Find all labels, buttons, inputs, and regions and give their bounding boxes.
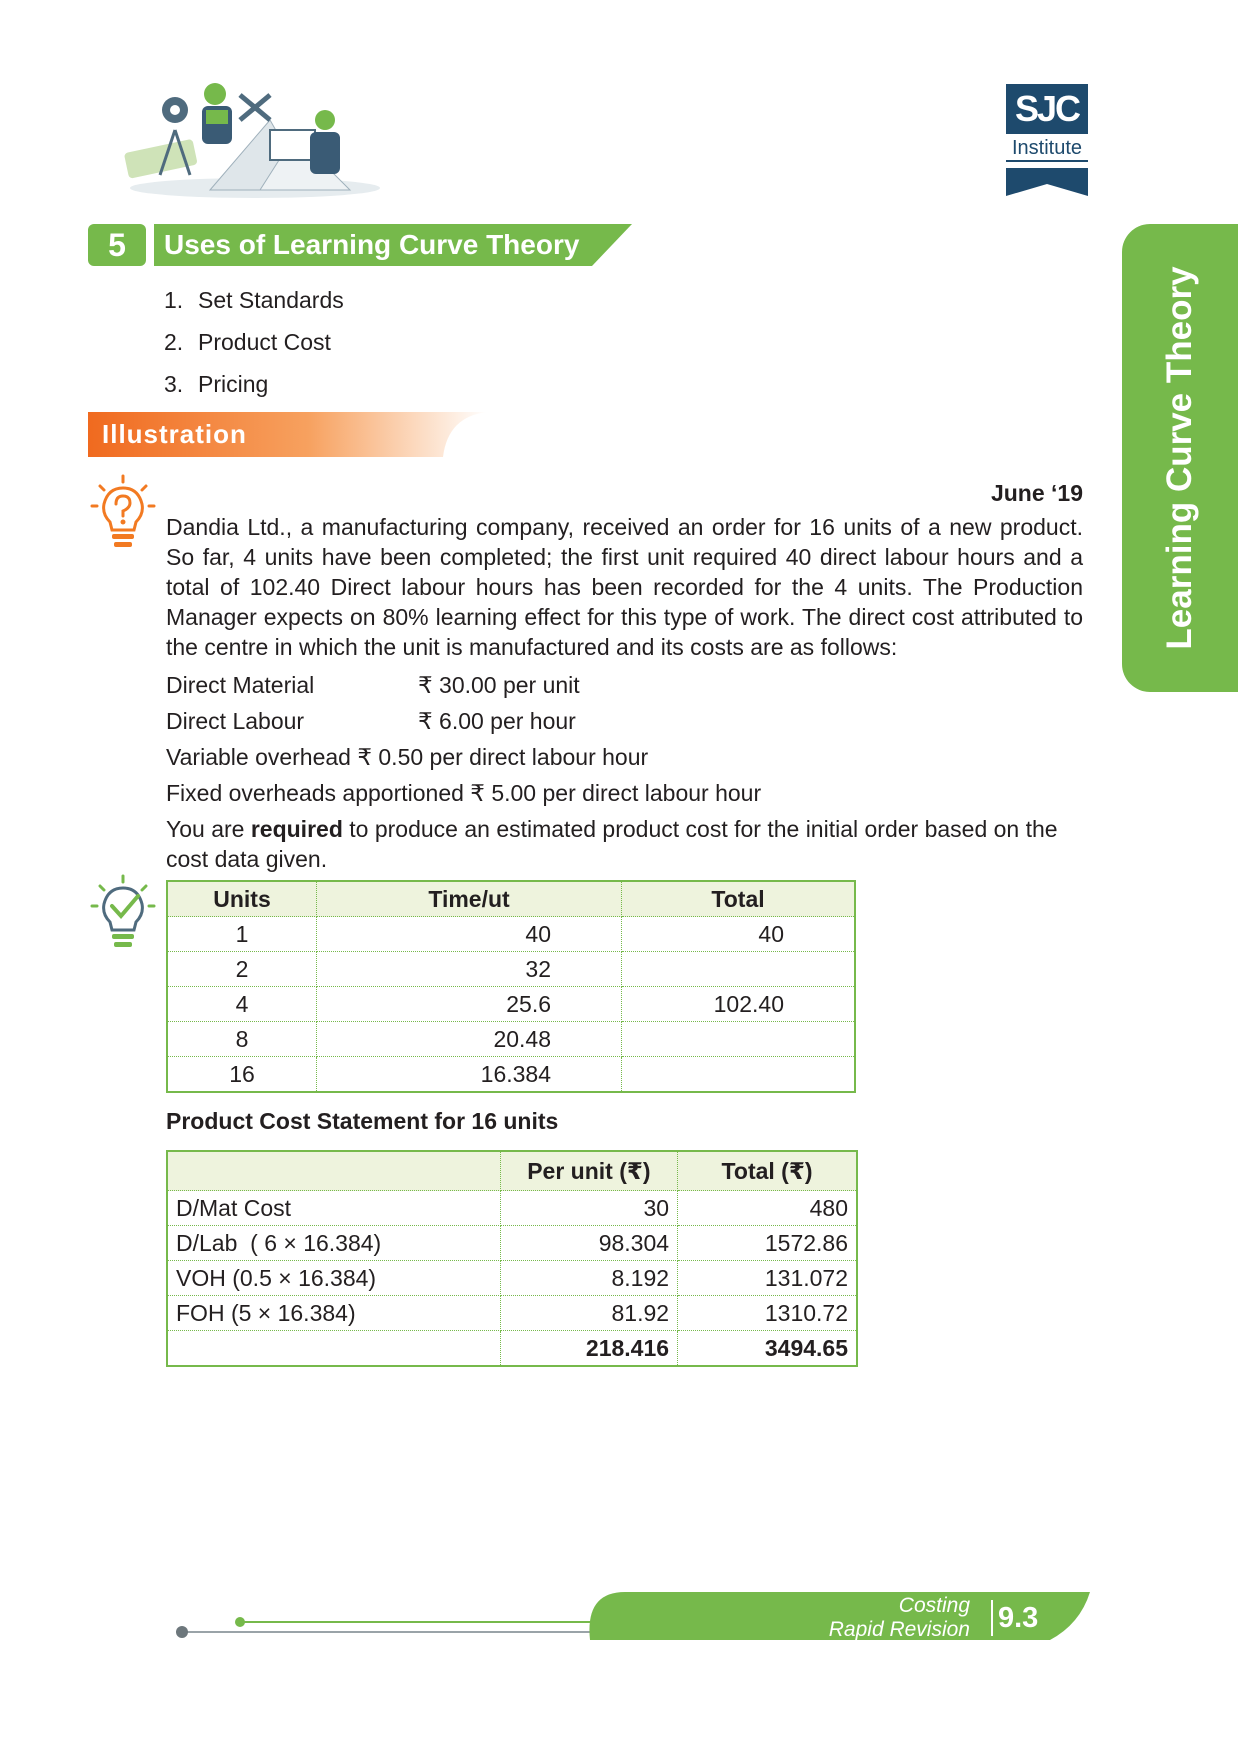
table-header-row: [167, 881, 855, 917]
learning-curve-table: [166, 880, 856, 1093]
requirement-bold: required: [250, 816, 343, 842]
total-cell: 1310.72: [678, 1296, 857, 1331]
product-cost-statement-table: [166, 1150, 858, 1367]
section-number: 5: [88, 224, 146, 266]
cost-value: ₹ 30.00 per unit: [418, 672, 580, 698]
units-cell: 8: [167, 1022, 317, 1057]
list-item: [164, 329, 331, 356]
total-cell: [622, 952, 855, 987]
per-unit-cell: 8.192: [500, 1261, 677, 1296]
cost-item-cell: D/Lab ( 6 × 16.384): [167, 1226, 500, 1261]
time-cell: 40: [317, 917, 622, 952]
units-cell: 2: [167, 952, 317, 987]
requirement-text: [166, 814, 1083, 874]
grand-total-cell: 3494.65: [678, 1331, 857, 1367]
column-header: [167, 1151, 500, 1191]
problem-paragraph: Dandia Ltd., a manufacturing company, received an order for 16 units of a new product. So far, 4 units have been completed; the first unit required 40 direct labour hours and a total of 102.40 Direct labour hours has been recorded for the 4 units. The Production Manager expects on 80% learning effect for this type of work. The direct cost attributed to the centre in which the unit is manufactured and its costs are as follows:: [166, 514, 1083, 660]
units-cell: 1: [167, 917, 317, 952]
total-cell: [622, 1057, 855, 1093]
time-cell: 16.384: [317, 1057, 622, 1093]
list-item: [164, 287, 344, 314]
total-cell: 1572.86: [678, 1226, 857, 1261]
column-header: Units: [167, 881, 317, 917]
column-header: Total: [622, 881, 855, 917]
requirement-pre: You are: [166, 816, 251, 842]
table-row: [167, 1226, 857, 1261]
table-row: [167, 917, 855, 952]
table-row: [167, 1022, 855, 1057]
list-item-text: Pricing: [198, 371, 269, 397]
fixed-overhead-line: Fixed overheads apportioned ₹ 5.00 per direct labour hour: [166, 780, 762, 806]
total-cell: 40: [622, 917, 855, 952]
cost-item-cell: D/Mat Cost: [167, 1191, 500, 1226]
question-bulb-icon: [88, 474, 158, 552]
page-number: 9.3: [998, 1602, 1039, 1634]
per-unit-cell: 81.92: [500, 1296, 677, 1331]
variable-overhead-line: Variable overhead ₹ 0.50 per direct labour hour: [166, 744, 649, 770]
header-illustration: [120, 80, 390, 200]
cost-value: ₹ 6.00 per hour: [418, 708, 576, 734]
cost-line: [166, 672, 580, 699]
units-cell: 16: [167, 1057, 317, 1093]
column-header: Time/ut: [317, 881, 622, 917]
cost-line: [166, 708, 576, 735]
list-item: [164, 371, 268, 398]
table-header-row: [167, 1151, 857, 1191]
table-row: [167, 1057, 855, 1093]
table-row: [167, 1191, 857, 1226]
total-cell: 480: [678, 1191, 857, 1226]
cost-item-cell: FOH (5 × 16.384): [167, 1296, 500, 1331]
table-row: [167, 1296, 857, 1331]
list-item-number: 3.: [164, 371, 184, 397]
list-item-text: Set Standards: [198, 287, 344, 313]
table-row: [167, 987, 855, 1022]
footer-book-title: [820, 1594, 970, 1642]
illustration-label: Illustration: [102, 419, 247, 449]
table-row: [167, 1261, 857, 1296]
cost-label: Direct Material: [166, 672, 315, 698]
per-unit-cell: 30: [500, 1191, 677, 1226]
logo-subtext: Institute: [1006, 136, 1088, 162]
check-bulb-icon: [88, 874, 158, 952]
section-title: Uses of Learning Curve Theory: [164, 229, 580, 260]
logo-mark: SJC: [1006, 84, 1088, 134]
units-cell: 4: [167, 987, 317, 1022]
list-item-number: 2.: [164, 329, 184, 355]
logo-ribbon: [1006, 168, 1088, 196]
total-cell: 102.40: [622, 987, 855, 1022]
table-row: [167, 952, 855, 987]
column-header: Per unit (₹): [500, 1151, 677, 1191]
side-tab-label: Learning Curve Theory: [1160, 266, 1199, 650]
requirement-post: to produce an estimated product cost for the initial order based on the cost data given.: [166, 816, 1058, 872]
total-row: [167, 1331, 857, 1367]
list-item-number: 1.: [164, 287, 184, 313]
time-cell: 20.48: [317, 1022, 622, 1057]
chapter-side-tab: [1122, 224, 1238, 692]
time-cell: 32: [317, 952, 622, 987]
sjc-logo: [1006, 84, 1088, 196]
total-cell: 131.072: [678, 1261, 857, 1296]
list-item-text: Product Cost: [198, 329, 331, 355]
footer-line2: Rapid Revision: [828, 1618, 970, 1641]
total-label-cell: [167, 1331, 500, 1367]
total-cell: [622, 1022, 855, 1057]
footer-line1: Costing: [898, 1594, 970, 1617]
exam-date: June ‘19: [990, 480, 1083, 506]
cost-label: Direct Labour: [166, 708, 305, 734]
cost-item-cell: VOH (0.5 × 16.384): [167, 1261, 500, 1296]
per-unit-cell: 98.304: [500, 1226, 677, 1261]
time-cell: 25.6: [317, 987, 622, 1022]
column-header: Total (₹): [678, 1151, 857, 1191]
per-unit-total-cell: 218.416: [500, 1331, 677, 1367]
statement-title: Product Cost Statement for 16 units: [166, 1108, 559, 1134]
